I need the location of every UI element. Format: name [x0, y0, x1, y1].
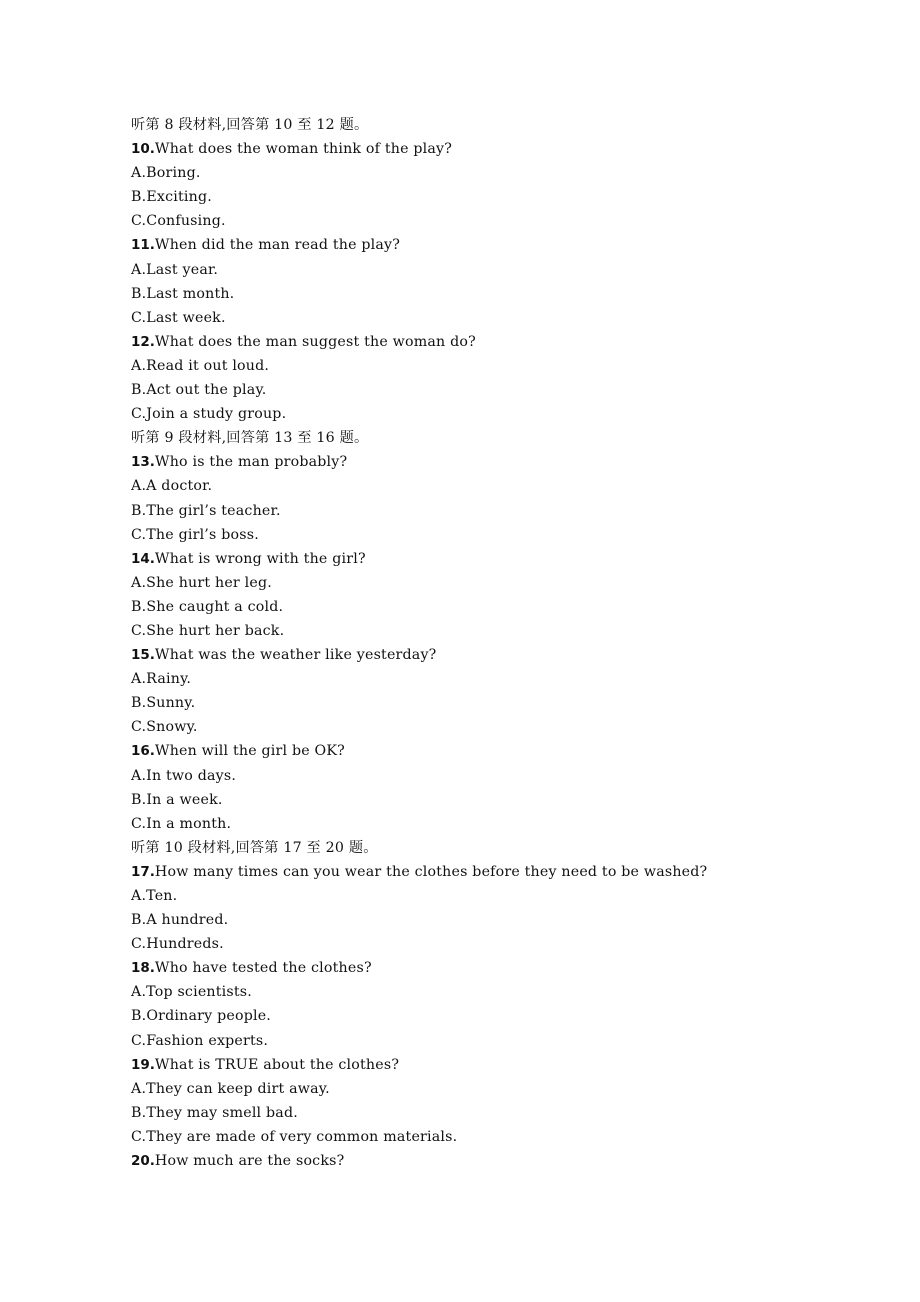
question-line [131, 233, 891, 257]
answer-option: A.In two days. [131, 767, 237, 784]
question-line [131, 860, 891, 884]
question-line [131, 643, 891, 667]
question-number: 10. [131, 141, 155, 158]
answer-option: A.They can keep dirt away. [131, 1080, 330, 1097]
answer-option: C.Join a study group. [131, 406, 287, 423]
document-body [131, 113, 891, 1173]
answer-option: B.Exciting. [131, 189, 212, 206]
section-heading: 听第 10 段材料,回答第 17 至 20 题。 [131, 839, 378, 856]
answer-option: B.Act out the play. [131, 382, 267, 399]
question-text: How much are the socks? [154, 1153, 345, 1170]
section-heading: 听第 8 段材料,回答第 10 至 12 题。 [131, 117, 369, 133]
answer-option: C.Snowy. [131, 719, 198, 736]
question-number: 12. [131, 333, 155, 350]
question-number: 18. [131, 960, 155, 977]
answer-option: C.Last week. [131, 309, 226, 326]
question-line [131, 450, 891, 474]
document-page [131, 113, 891, 1173]
question-line [131, 547, 891, 571]
answer-option: A.Read it out loud. [131, 357, 270, 374]
answer-option: A.She hurt her leg. [131, 574, 272, 591]
answer-option: C.Confusing. [131, 213, 226, 230]
question-text: What was the weather like yesterday? [154, 647, 437, 664]
question-line [131, 739, 891, 763]
answer-option: A.Ten. [131, 888, 178, 904]
question-text: When will the girl be OK? [154, 743, 345, 760]
answer-option: A.A doctor. [131, 478, 213, 495]
question-number: 14. [131, 550, 155, 567]
answer-option: B.She caught a cold. [131, 598, 284, 615]
question-number: 20. [131, 1153, 155, 1170]
answer-option: B.They may smell bad. [131, 1104, 298, 1121]
question-number: 13. [131, 454, 155, 471]
section-heading: 听第 9 段材料,回答第 13 至 16 题。 [131, 430, 369, 447]
answer-option: B.In a week. [131, 791, 223, 808]
answer-option: C.In a month. [131, 815, 232, 832]
answer-option: B.A hundred. [131, 912, 229, 929]
question-text: What is TRUE about the clothes? [154, 1056, 400, 1073]
question-number: 11. [131, 237, 155, 254]
question-line [131, 1149, 891, 1173]
question-line [131, 956, 891, 980]
question-number: 16. [131, 743, 155, 760]
question-text: Who have tested the clothes? [154, 960, 372, 977]
answer-option: C.Hundreds. [131, 936, 224, 953]
answer-option: B.Last month. [131, 285, 235, 302]
question-line [131, 1053, 891, 1077]
question-line [131, 137, 891, 161]
question-text: What does the man suggest the woman do? [154, 333, 476, 350]
question-number: 19. [131, 1056, 155, 1073]
answer-option: B.Ordinary people. [131, 1008, 272, 1025]
answer-option: B.Sunny. [131, 695, 196, 712]
question-text: What is wrong with the girl? [154, 550, 366, 567]
question-number: 15. [131, 647, 155, 664]
answer-option: A.Top scientists. [131, 984, 252, 1001]
question-text: When did the man read the play? [154, 237, 401, 254]
question-number: 17. [131, 863, 155, 880]
answer-option: A.Last year. [131, 261, 219, 278]
answer-option: C.She hurt her back. [131, 622, 285, 639]
question-text: What does the woman think of the play? [154, 141, 453, 158]
answer-option: C.Fashion experts. [131, 1032, 269, 1049]
question-text: Who is the man probably? [154, 454, 348, 471]
question-text: How many times can you wear the clothes before they need to be washed? [154, 863, 708, 880]
question-line [131, 330, 891, 354]
answer-option: B.The girl’s teacher. [131, 502, 281, 519]
answer-option: A.Rainy. [131, 671, 192, 688]
answer-option: A.Boring. [131, 165, 201, 182]
answer-option: C.The girl’s boss. [131, 526, 259, 543]
answer-option: C.They are made of very common materials. [131, 1128, 458, 1145]
